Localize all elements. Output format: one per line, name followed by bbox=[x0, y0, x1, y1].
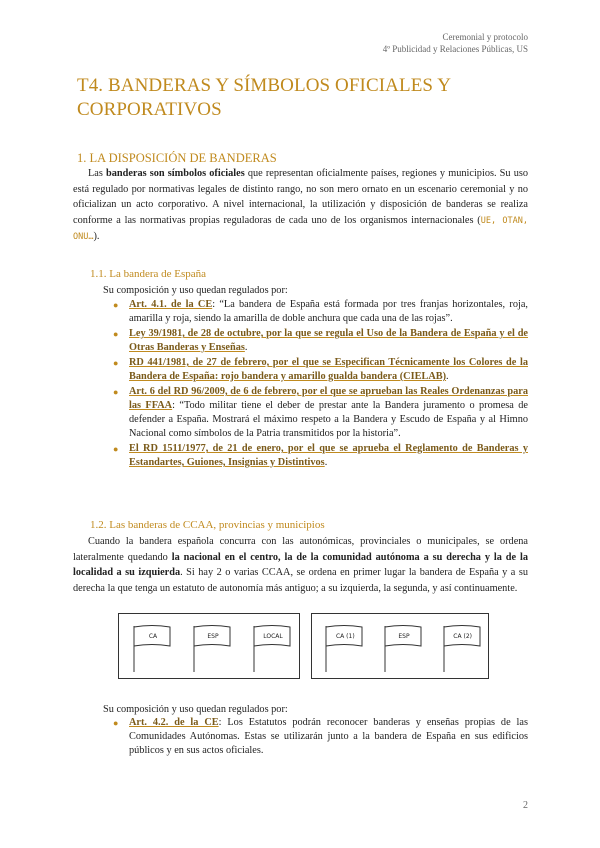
flag-label: LOCAL bbox=[263, 633, 283, 640]
flag-icon bbox=[434, 624, 484, 672]
item-text: : “La bandera de España está formada por tres franjas horizontales, roja, amarilla y roja, siendo la amarilla de doble anchura que cada una de las rojas”. bbox=[129, 299, 528, 324]
header-degree: 4º Publicidad y Relaciones Públicas, US bbox=[382, 44, 528, 54]
section12-paragraph: Cuando la bandera española concurra con las autonómicas, provinciales o municipales, se ordena lateralmente quedando la nacional en el centro, la de la comunidad autónoma a su derecha y la de la localidad a su izquierda. Si hay 2 o varias CCAA, se ordena en primer lugar la bandera de España y a su derecha la que tenga un estatuto de autonomía más antiguo; a su izquierda, la segunda, y así continuamente. bbox=[73, 536, 529, 594]
item-text: : “Todo militar tiene el deber de prestar ante la Bandera juramento o promesa de defender a España. Mostrará el máximo respeto a la Bandera y Escudo de España y al Himno Nacional como símbolos de la Patria transmitidos por la historia”. bbox=[129, 400, 528, 439]
item-text: . bbox=[446, 371, 449, 382]
regulation-item bbox=[108, 356, 528, 384]
section12-intro: Su composición y uso quedan regulados por: bbox=[103, 704, 288, 715]
section1-paragraph: Las banderas son símbolos oficiales que representan oficialmente países, regiones y municipios. Su uso está regulado por normativas legales de distinto rango, no son mero ornato en un escenario ceremonial y no oficializan un acto corporativo. A nivel internacional, la utilización y disposición de banderas se realiza conforme a las normativas propias reguladoras de cada uno de los organismos internacionales (UE, OTAN, ONU…). bbox=[73, 168, 528, 242]
page-title: T4. BANDERAS Y SÍMBOLOS OFICIALES Y CORPORATIVOS bbox=[77, 75, 451, 120]
header-course: Ceremonial y protocolo bbox=[442, 32, 528, 42]
bullet-icon: ● bbox=[113, 387, 119, 397]
item-text: . bbox=[324, 457, 328, 468]
flag-icon bbox=[375, 624, 425, 672]
flag-icon bbox=[316, 624, 366, 672]
item-text: . bbox=[244, 342, 248, 353]
regulation-item bbox=[108, 716, 528, 758]
organisms-acronyms: UE, OTAN, ONU… bbox=[73, 215, 528, 242]
page-header bbox=[383, 31, 528, 55]
flag-icon bbox=[124, 624, 174, 672]
flag-icon bbox=[184, 624, 234, 672]
regulation-item bbox=[108, 298, 528, 326]
flag-label: ESP bbox=[207, 633, 219, 640]
section11-intro: Su composición y uso quedan regulados por: bbox=[103, 285, 288, 296]
law-reference-link[interactable]: Art. 6 del RD 96/2009, de 6 de febrero, por el que se aprueban las Reales Ordenanzas para las FFAA bbox=[129, 386, 528, 411]
flag-label: CA bbox=[148, 633, 158, 640]
law-reference-link[interactable]: Art. 4.2. de la CE bbox=[129, 717, 219, 728]
regulation-item bbox=[108, 385, 528, 441]
law-reference-link[interactable]: El RD 1511/1977, de 21 de enero, por el que se aprueba el Reglamento de Banderas y Estandartes, Guiones, Insignias y Distintivos bbox=[129, 443, 528, 468]
regulation-list-spain bbox=[108, 298, 528, 471]
bullet-icon: ● bbox=[113, 329, 119, 339]
item-text: : Los Estatutos podrán reconocer banderas y enseñas propias de las Comunidades Autónomas. Estas se utilizarán junto a la bandera de España en sus edificios públicos y en sus actos oficiales. bbox=[129, 717, 528, 756]
section-heading-1-1: 1.1. La bandera de España bbox=[90, 268, 207, 280]
flag-order-diagram-1 bbox=[118, 613, 300, 679]
page-number: 2 bbox=[523, 800, 528, 811]
flag-label: CA (2) bbox=[453, 633, 472, 640]
flag-icon bbox=[244, 624, 294, 672]
law-reference-link[interactable]: RD 441/1981, de 27 de febrero, por el que se Especifican Técnicamente los Colores de la Bandera de España: rojo bandera y amarillo gualda bandera (CIELAB) bbox=[129, 357, 528, 382]
flag-label: ESP bbox=[398, 633, 410, 640]
bullet-icon: ● bbox=[113, 444, 119, 454]
bullet-icon: ● bbox=[113, 300, 119, 310]
bold-term: banderas son símbolos oficiales bbox=[106, 168, 245, 179]
section-heading-1: 1. LA DISPOSICIÓN DE BANDERAS bbox=[77, 151, 277, 165]
regulation-item bbox=[108, 327, 528, 355]
bullet-icon: ● bbox=[113, 718, 119, 728]
bullet-icon: ● bbox=[113, 358, 119, 368]
flag-order-diagram-2 bbox=[311, 613, 489, 679]
regulation-item bbox=[108, 442, 528, 470]
flag-label: CA (1) bbox=[335, 633, 355, 640]
section-heading-1-2: 1.2. Las banderas de CCAA, provincias y municipios bbox=[90, 519, 325, 531]
law-reference-link[interactable]: Ley 39/1981, de 28 de octubre, por la que se regula el Uso de la Bandera de España y el de Otras Banderas y Enseñas bbox=[129, 328, 528, 353]
regulation-list-ccaa bbox=[108, 716, 528, 759]
law-reference-link[interactable]: Art. 4.1. de la CE bbox=[129, 299, 213, 310]
bold-rule: la nacional en el centro, la de la comunidad autónoma a su derecha y la de la localidad a su izquierda bbox=[73, 551, 528, 578]
